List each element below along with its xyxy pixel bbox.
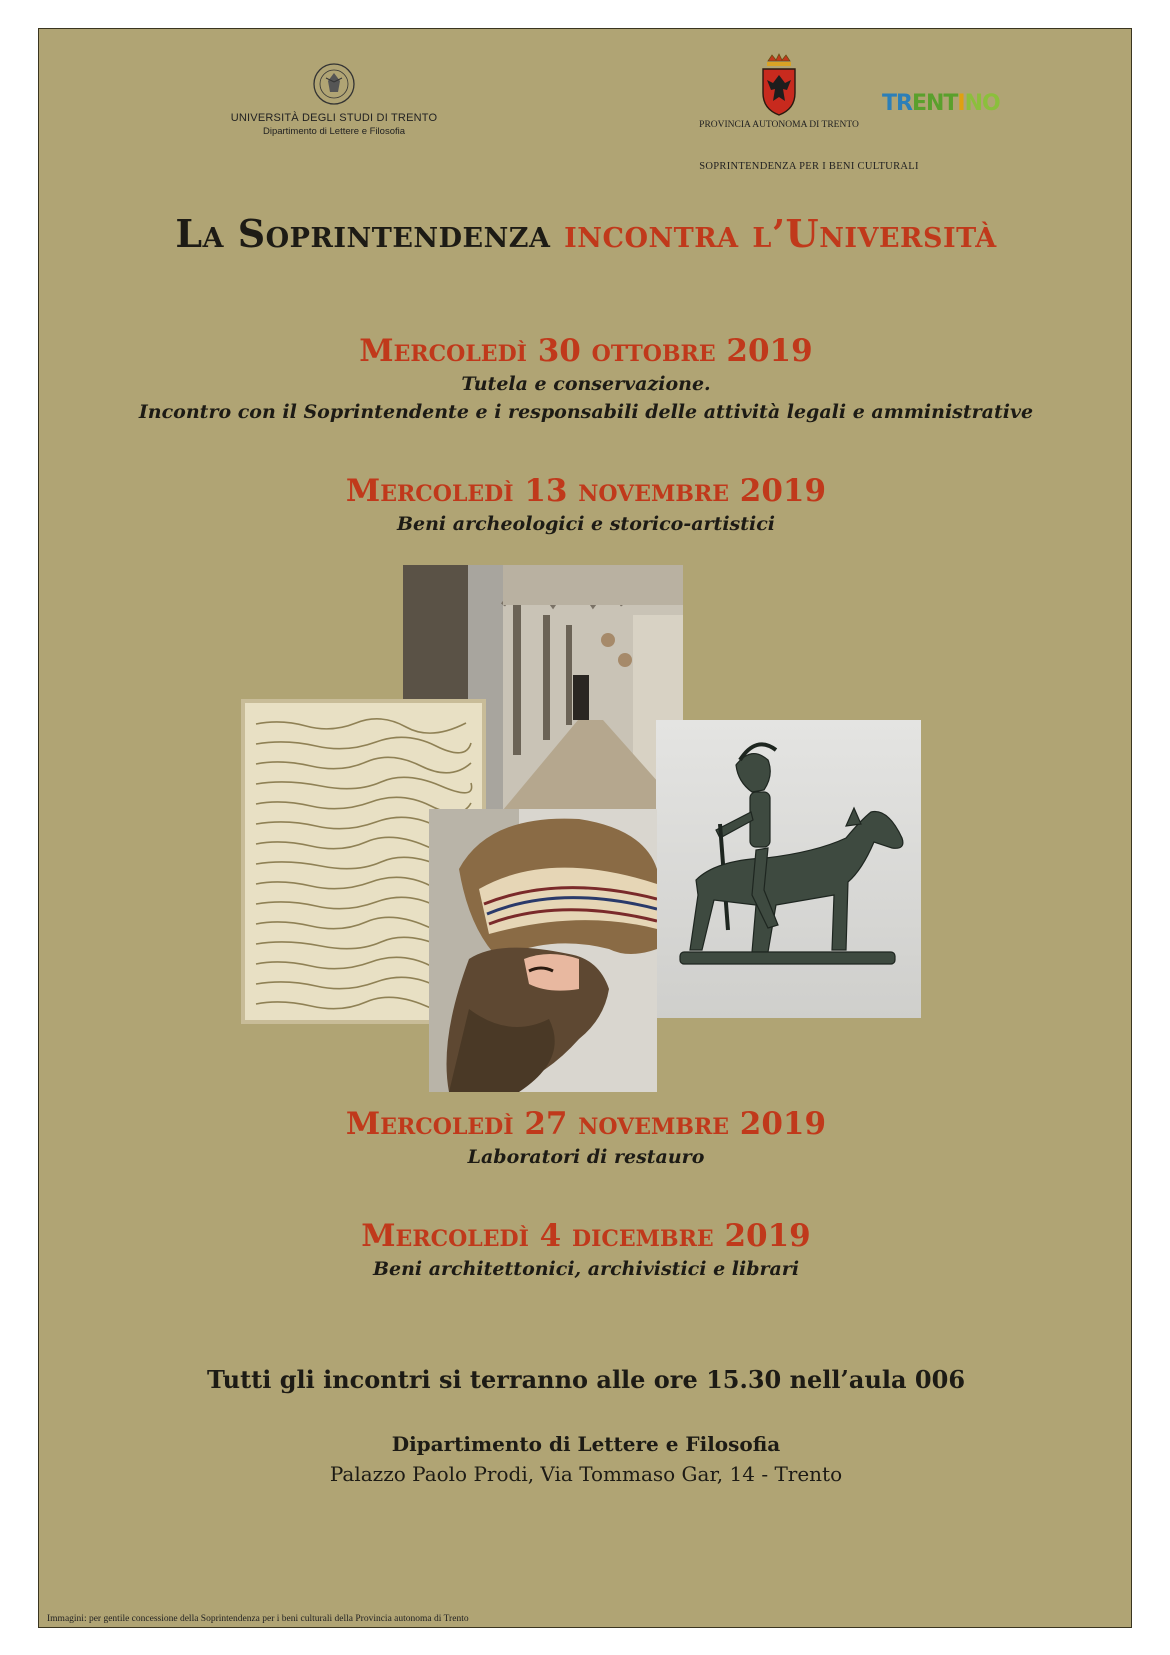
image-credits: Immagini: per gentile concessione della Soprintendenza per i beni culturali della Provincia autonoma di Trento (47, 1614, 469, 1624)
event-3 (39, 1105, 1133, 1171)
province-logo (699, 53, 859, 130)
event-date: Mercoledì 27 novembre 2019 (345, 1106, 827, 1142)
venue-address: Palazzo Paolo Prodi, Via Tommaso Gar, 14 - Trento (329, 1462, 843, 1486)
event-2 (39, 472, 1133, 538)
poster-title (39, 211, 1133, 256)
province-crest-icon (760, 53, 798, 117)
university-name: UNIVERSITÀ DEGLI STUDI DI TRENTO (230, 112, 438, 124)
title-part-2: incontra l’Università (564, 211, 997, 256)
event-date: Mercoledì 13 novembre 2019 (345, 473, 827, 509)
event-date: Mercoledì 30 ottobre 2019 (359, 333, 813, 369)
title-part-1: La Soprintendenza (175, 211, 551, 256)
poster (38, 28, 1132, 1628)
venue-name: Dipartimento di Lettere e Filosofia (391, 1432, 781, 1456)
event-description: Beni archeologici e storico-artistici (396, 513, 776, 535)
event-description: Laboratori di restauro (467, 1146, 705, 1168)
schedule-note: Tutti gli incontri si terranno alle ore 15.30 nell’aula 006 (206, 1365, 966, 1394)
event-4 (39, 1217, 1133, 1283)
university-seal-icon (312, 62, 356, 106)
event-description-detail: Incontro con il Soprintendente e i responsabili delle attività legali e amministrative (138, 401, 1034, 423)
bronze-horseman-photo (656, 720, 921, 1018)
university-logo (209, 62, 459, 137)
soprintendenza-label: SOPRINTENDENZA PER I BENI CULTURALI (699, 161, 919, 172)
trentino-logo: TRENTINO (882, 91, 1000, 116)
carved-head-photo (429, 809, 657, 1092)
event-description: Beni architettonici, archivistici e librari (372, 1258, 800, 1280)
event-description: Tutela e conservazione. (461, 373, 711, 395)
event-date: Mercoledì 4 dicembre 2019 (361, 1218, 811, 1254)
province-name: PROVINCIA AUTONOMA DI TRENTO (699, 120, 859, 130)
university-department: Dipartimento di Lettere e Filosofia (262, 126, 406, 137)
event-1 (39, 332, 1133, 426)
